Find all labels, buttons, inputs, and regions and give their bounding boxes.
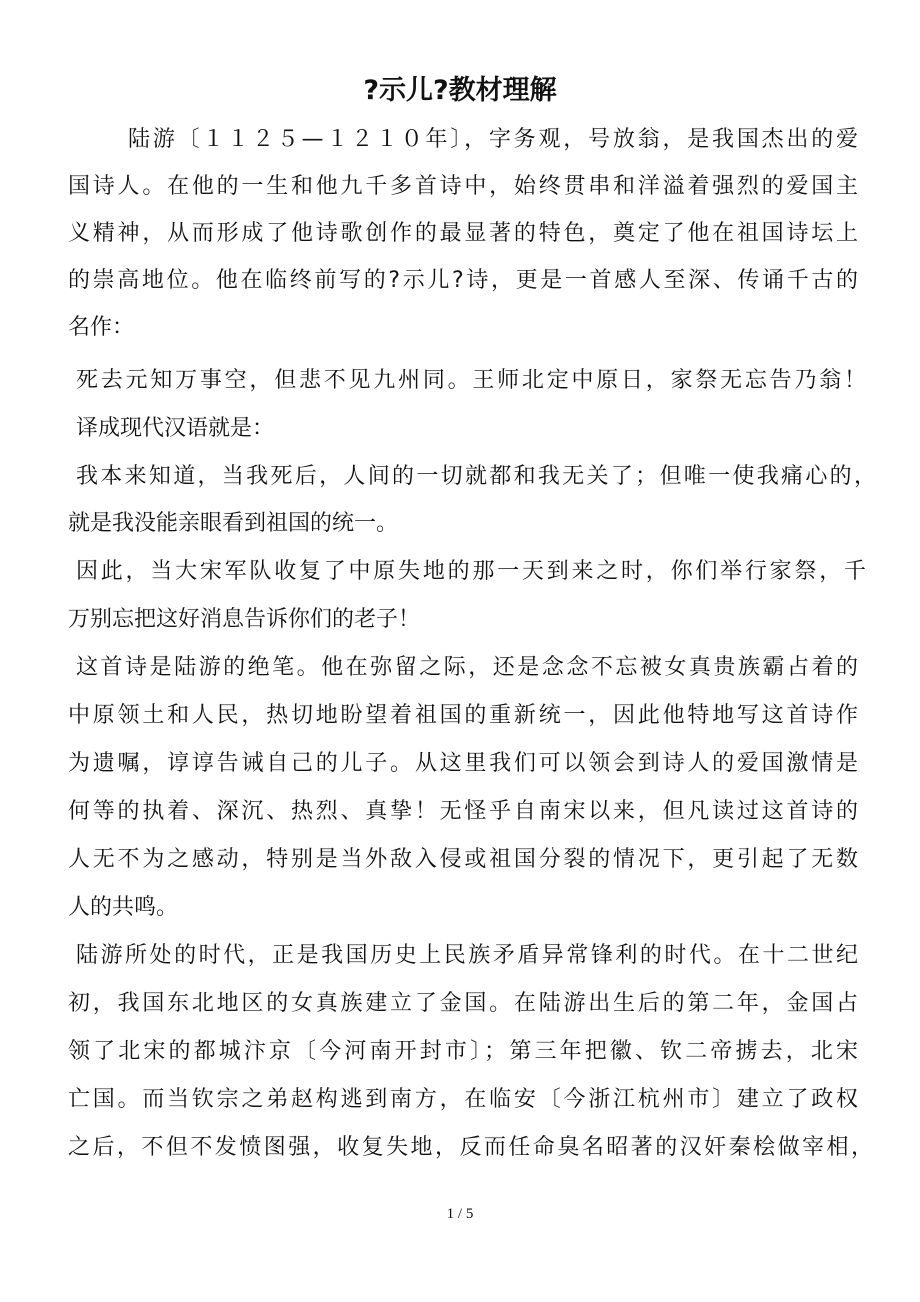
paragraph-line: 人的共鸣。 <box>68 895 179 920</box>
paragraph-line: 陆游〔１１２５—１２１０年〕，字务观，号放翁，是我国杰出的爱 <box>128 127 858 152</box>
paragraph-line: 因此，当大宋军队收复了中原失地的那一天到来之时，你们举行家祭，千 <box>76 559 866 584</box>
paragraph-line: 亡国。而当钦宗之弟赵构逃到南方，在临安〔今浙江杭州市〕建立了政权 <box>68 1087 858 1112</box>
paragraph-line: 何等的执着、深沉、热烈、真挚！无怪乎自南宋以来，但凡读过这首诗的 <box>68 799 858 824</box>
paragraph-line: 义精神，从而形成了他诗歌创作的最显著的特色，奠定了他在祖国诗坛上 <box>68 221 858 246</box>
paragraph-line: 领了北宋的都城汴京〔今河南开封市〕；第三年把徽、钦二帝掳去，北宋 <box>68 1039 858 1064</box>
page-number: 1 / 5 <box>446 1206 474 1222</box>
paragraph-line: 的崇高地位。他在临终前写的?示儿?诗，更是一首感人至深、传诵千古的 <box>68 268 858 293</box>
paragraph-line: 我本来知道，当我死后，人间的一切就都和我无关了；但唯一使我痛心的， <box>76 464 876 489</box>
paragraph-line: 这首诗是陆游的绝笔。他在弥留之际，还是念念不忘被女真贵族霸占着的 <box>76 655 858 680</box>
paragraph-line: 中原领土和人民，热切地盼望着祖国的重新统一，因此他特地写这首诗作 <box>68 703 858 728</box>
document-title: ?示儿?教材理解 <box>363 75 557 106</box>
paragraph-line: 国诗人。在他的一生和他九千多首诗中，始终贯串和洋溢着强烈的爱国主 <box>68 174 858 199</box>
paragraph-line: 译成现代汉语就是： <box>76 416 275 441</box>
paragraph-line: 万别忘把这好消息告诉你们的老子！ <box>68 607 421 632</box>
paragraph-line: 就是我没能亲眼看到祖国的统一。 <box>68 511 399 536</box>
paragraph-line: 为遗嘱，谆谆告诫自己的儿子。从这里我们可以领会到诗人的爱国激情是 <box>68 751 858 776</box>
paragraph-line: 陆游所处的时代，正是我国历史上民族矛盾异常锋利的时代。在十二世纪 <box>76 943 858 968</box>
paragraph-line: 初，我国东北地区的女真族建立了金国。在陆游出生后的第二年，金国占 <box>68 991 858 1016</box>
paragraph-line: 人无不为之感动，特别是当外敌入侵或祖国分裂的情况下，更引起了无数 <box>68 847 858 872</box>
paragraph-line: 之后，不但不发愤图强，收复失地，反而任命臭名昭著的汉奸秦桧做宰相， <box>68 1135 873 1160</box>
poem-line: 死去元知万事空，但悲不见九州同。王师北定中原日，家祭无忘告乃翁！ <box>76 368 866 393</box>
paragraph-line: 名作： <box>68 315 135 340</box>
